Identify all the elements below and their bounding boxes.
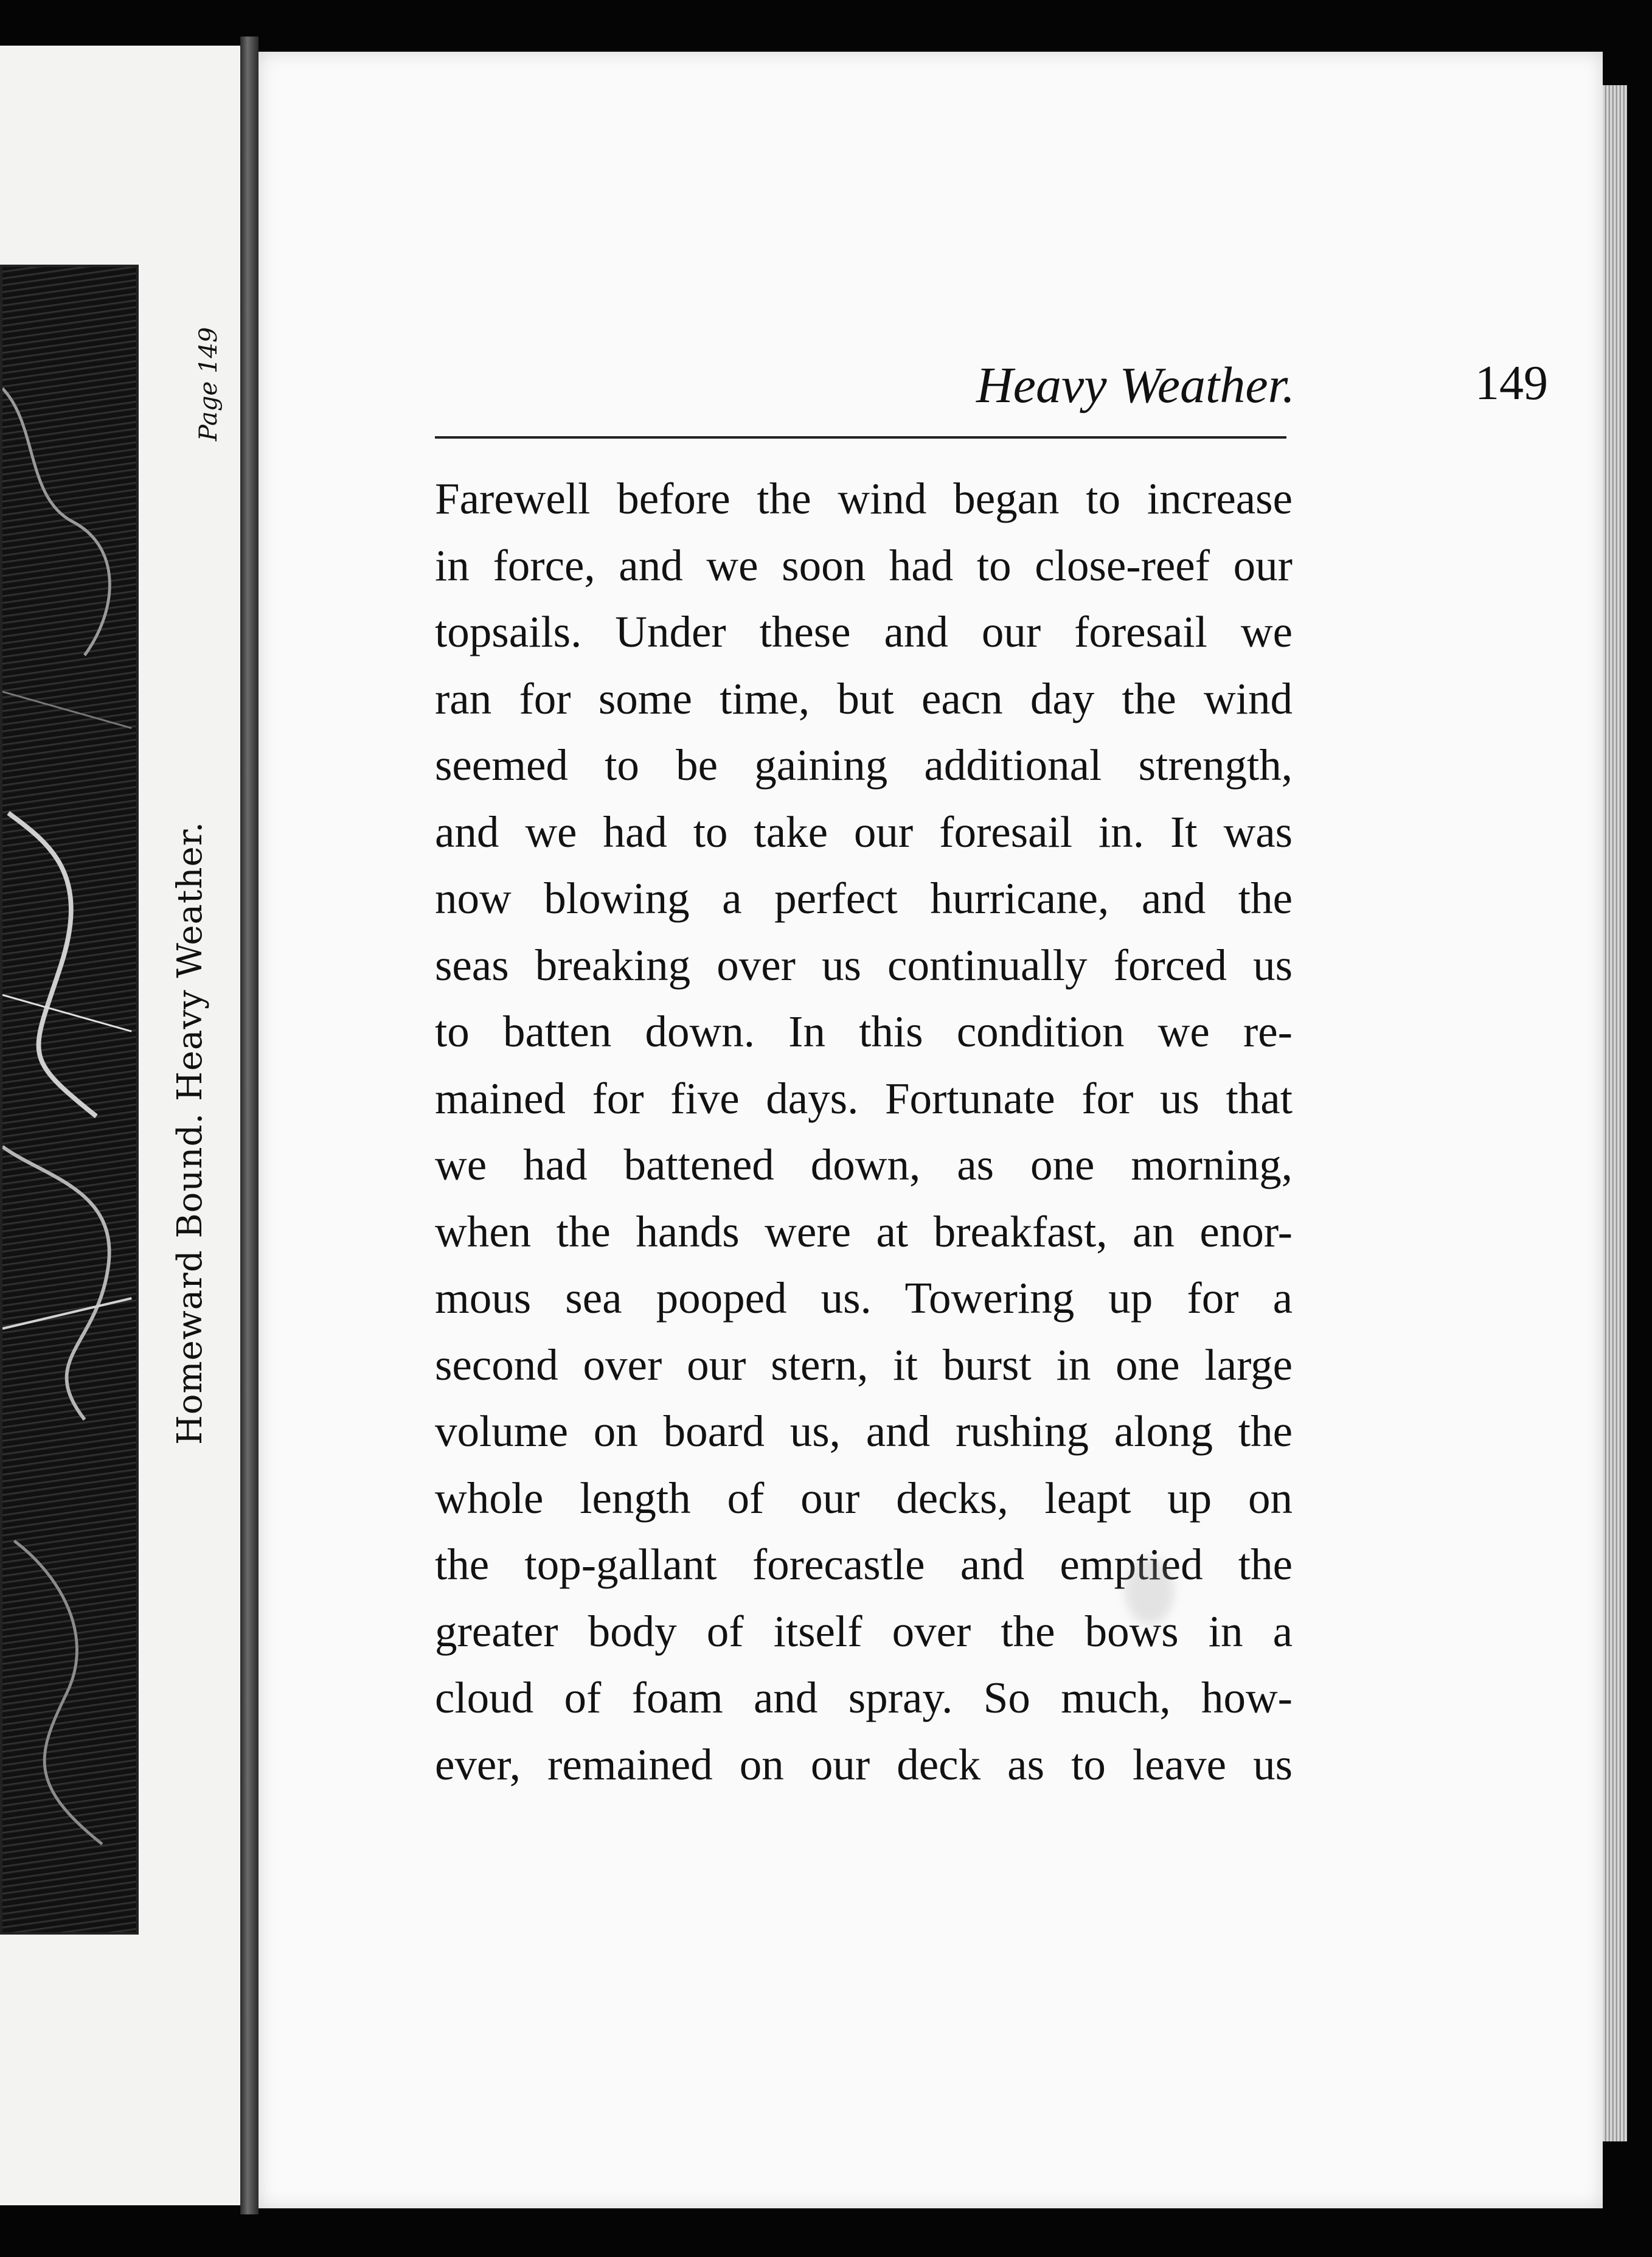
engraved-plate-illustration xyxy=(0,265,139,1935)
text-line: cloud of foam and spray. So much, how- xyxy=(435,1673,1293,1722)
text-line: second over our stern, it burst in one large xyxy=(435,1340,1293,1389)
text-line: greater body of itself over the bows in a xyxy=(435,1606,1293,1656)
text-page xyxy=(259,52,1603,2208)
text-line: seas breaking over us continually forced us xyxy=(435,940,1293,990)
text-line: ran for some time, but eacn day the wind xyxy=(435,673,1293,723)
header-rule xyxy=(435,436,1286,439)
text-line: ever, remained on our deck as to leave us xyxy=(435,1739,1293,1789)
storm-sea-engraving xyxy=(2,267,136,1932)
facing-plate-page xyxy=(0,46,244,2205)
book-gutter xyxy=(240,37,259,2214)
text-line: seemed to be gaining additional strength, xyxy=(435,740,1293,790)
plate-page-reference: Page 149 xyxy=(195,327,223,441)
page-number: 149 xyxy=(1475,356,1548,410)
text-line: topsails. Under these and our foresail we xyxy=(435,607,1293,656)
text-line: the top-gallant forecastle and emptied the xyxy=(435,1540,1293,1589)
text-line: to batten down. In this condition we re- xyxy=(435,1007,1293,1056)
text-line: mained for five days. Fortunate for us that xyxy=(435,1073,1293,1123)
text-line: when the hands were at breakfast, an enor- xyxy=(435,1206,1293,1256)
text-line: in force, and we soon had to close-reef our xyxy=(435,540,1293,590)
text-line: and we had to take our foresail in. It was xyxy=(435,807,1293,857)
running-header xyxy=(435,356,1548,435)
page-block-edge xyxy=(1603,85,1627,2141)
text-line: mous sea pooped us. Towering up for a xyxy=(435,1273,1293,1323)
text-line: we had battened down, as one morning, xyxy=(435,1140,1293,1189)
paper-stain xyxy=(1125,1557,1174,1624)
text-line: now blowing a perfect hurricane, and the xyxy=(435,874,1293,923)
text-line: whole length of our decks, leapt up on xyxy=(435,1473,1293,1523)
text-line: volume on board us, and rushing along the xyxy=(435,1407,1293,1456)
text-line: Farewell before the wind began to increase xyxy=(435,474,1293,523)
plate-caption: Homeward Bound. Heavy Weather. xyxy=(170,821,210,1445)
running-title: Heavy Weather. xyxy=(976,357,1296,414)
